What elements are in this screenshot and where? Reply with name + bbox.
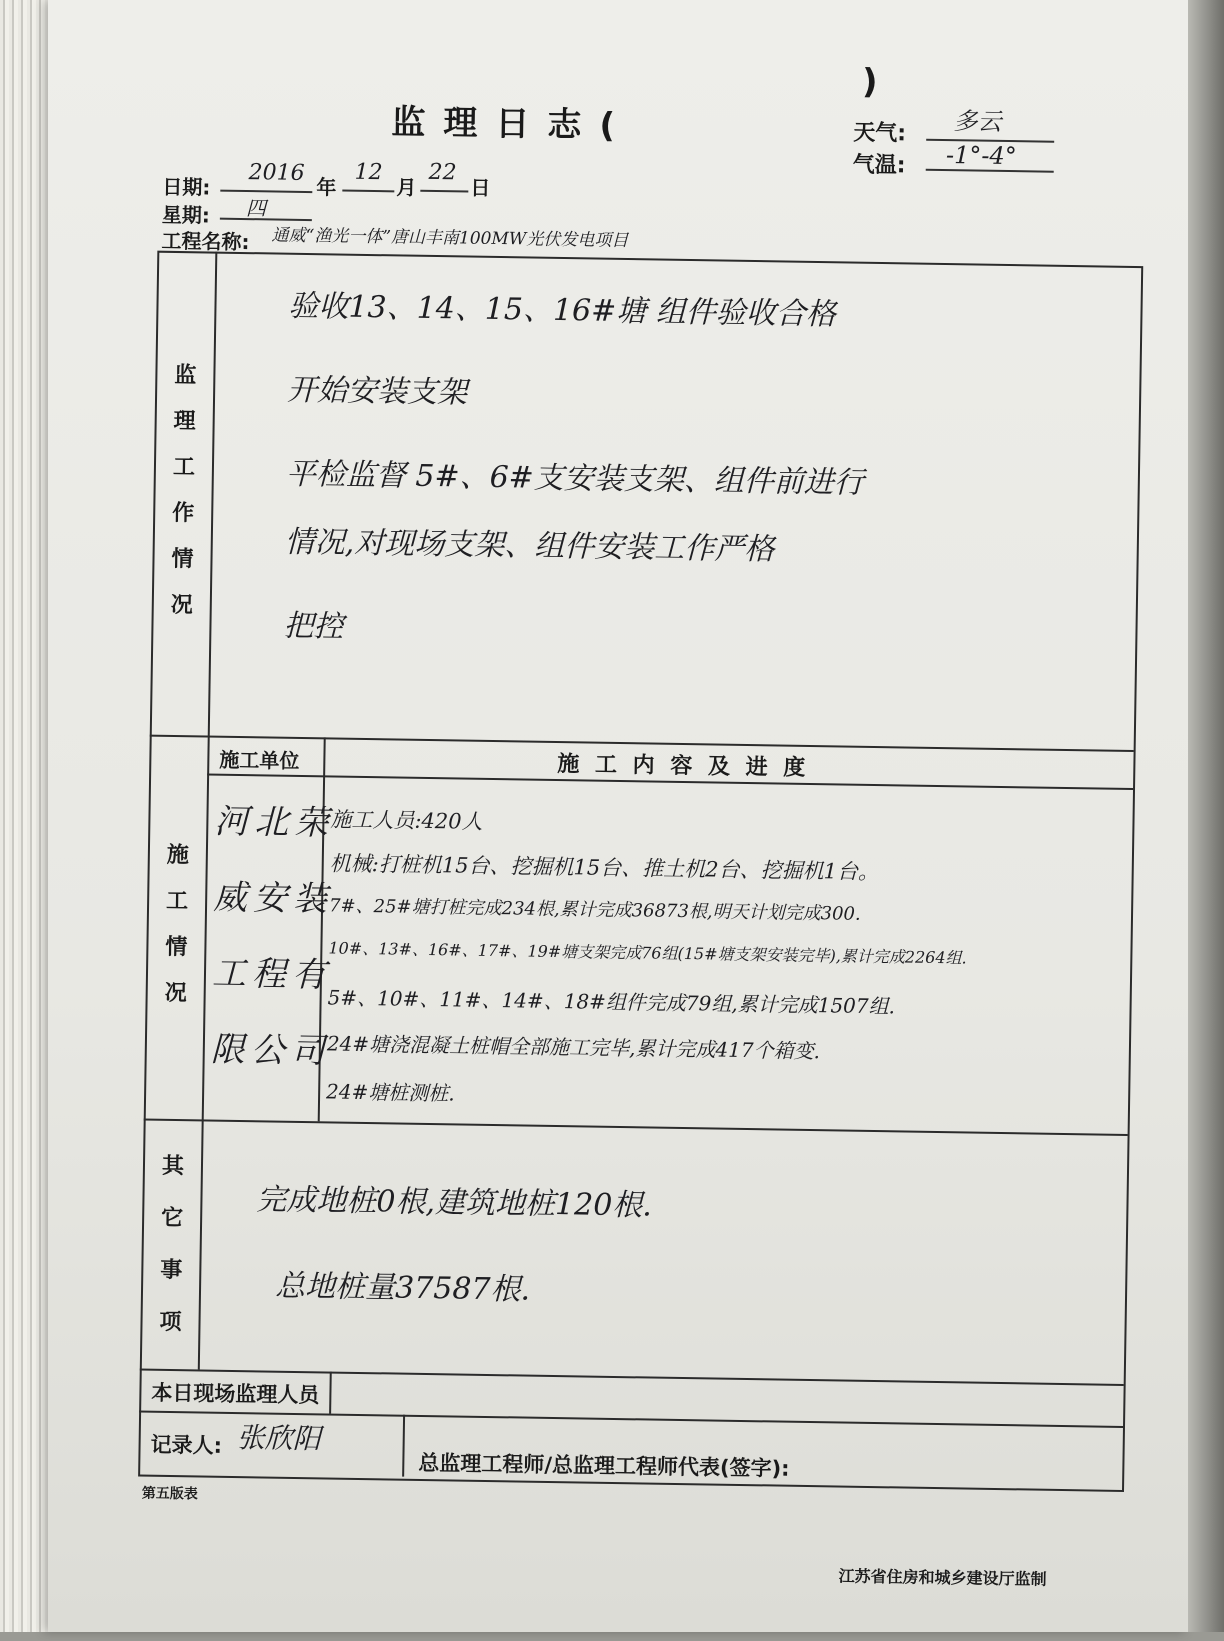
construction-line-2: 机械:打桩机15台、挖掘机15台、推土机2台、挖掘机1台。 — [329, 851, 880, 885]
weekday-label: 星期: — [161, 202, 211, 228]
supervision-line-5: 把控 — [283, 608, 344, 645]
supervision-line-1: 验收13、14、15、16#塘 组件验收合格 — [288, 288, 837, 333]
weather-value: 多云 — [953, 107, 1002, 136]
issuer-note: 江苏省住房和城乡建设厅监制 — [838, 1566, 1047, 1589]
other-line-1: 完成地桩0根,建筑地桩120根. — [256, 1182, 653, 1224]
construction-section-label: 施 工 情 况 — [164, 842, 190, 1007]
construction-unit-header: 施工单位 — [219, 747, 300, 773]
supervision-line-4: 情况,对现场支架、组件安装工作严格 — [284, 524, 775, 568]
supervision-line-2: 开始安装支架 — [286, 372, 468, 411]
date-day-unit: 日 — [470, 175, 491, 200]
construction-line-4: 10#、13#、16#、17#、19#塘支架完成76组(15#塘支架安装完毕),累计完成2264组. — [328, 938, 967, 968]
date-year-underline — [220, 190, 312, 193]
construction-line-6: 24#塘浇混凝土桩帽全部施工完毕,累计完成417个箱变. — [326, 1031, 821, 1064]
construction-line-5: 5#、10#、11#、14#、18#组件完成79组,累计完成1507组. — [327, 985, 896, 1019]
construction-content-header: 施 工 内 容 及 进 度 — [557, 752, 810, 781]
project-value: 通威“渔光一体”唐山丰南100MW光伏发电项目 — [271, 225, 629, 252]
recorder-signature: 张欣阳 — [236, 1421, 321, 1456]
date-day-underline — [420, 190, 468, 193]
recorder-label: 记录人: — [150, 1432, 223, 1458]
weekday-value: 四 — [245, 196, 267, 221]
construction-unit-line-4: 限公司 — [210, 1029, 332, 1072]
date-month: 12 — [354, 159, 383, 186]
page-title: 监理日志( — [391, 102, 634, 147]
other-section-label: 其 它 事 项 — [159, 1153, 185, 1336]
construction-unit-line-1: 河北荣 — [214, 801, 335, 844]
construction-line-3: 7#、25#塘打桩完成234根,累计完成36873根,明天计划完成300. — [328, 895, 861, 925]
supervision-line-3: 平检监督 5#、6#支安装支架、组件前进行 — [285, 456, 865, 501]
date-year: 2016 — [248, 160, 305, 186]
construction-unit-line-2: 威安装 — [212, 877, 334, 920]
staff-label: 本日现场监理人员 — [151, 1380, 320, 1408]
date-year-unit: 年 — [316, 175, 337, 200]
chief-engineer-label: 总监理工程师/总监理工程师代表(签字): — [418, 1450, 790, 1481]
project-label: 工程名称: — [161, 228, 250, 255]
supervision-section-label: 监 理 工 作 情 况 — [170, 362, 197, 619]
date-day: 22 — [428, 159, 457, 186]
construction-line-1: 施工人员:420人 — [330, 807, 483, 834]
date-label: 日期: — [162, 174, 211, 200]
temperature-label: 气温: — [852, 152, 906, 179]
temperature-underline — [926, 169, 1054, 173]
edition-note: 第五版表 — [141, 1485, 198, 1503]
other-line-2: 总地桩量37587根. — [274, 1268, 531, 1308]
construction-line-7: 24#塘桩测桩. — [325, 1079, 455, 1106]
construction-unit-line-3: 工程有 — [211, 953, 333, 996]
page-title-close: ) — [861, 61, 878, 102]
date-month-unit: 月 — [396, 175, 417, 200]
weather-label: 天气: — [853, 120, 907, 147]
date-month-underline — [342, 190, 394, 193]
temperature-value: -1°-4° — [945, 141, 1017, 171]
